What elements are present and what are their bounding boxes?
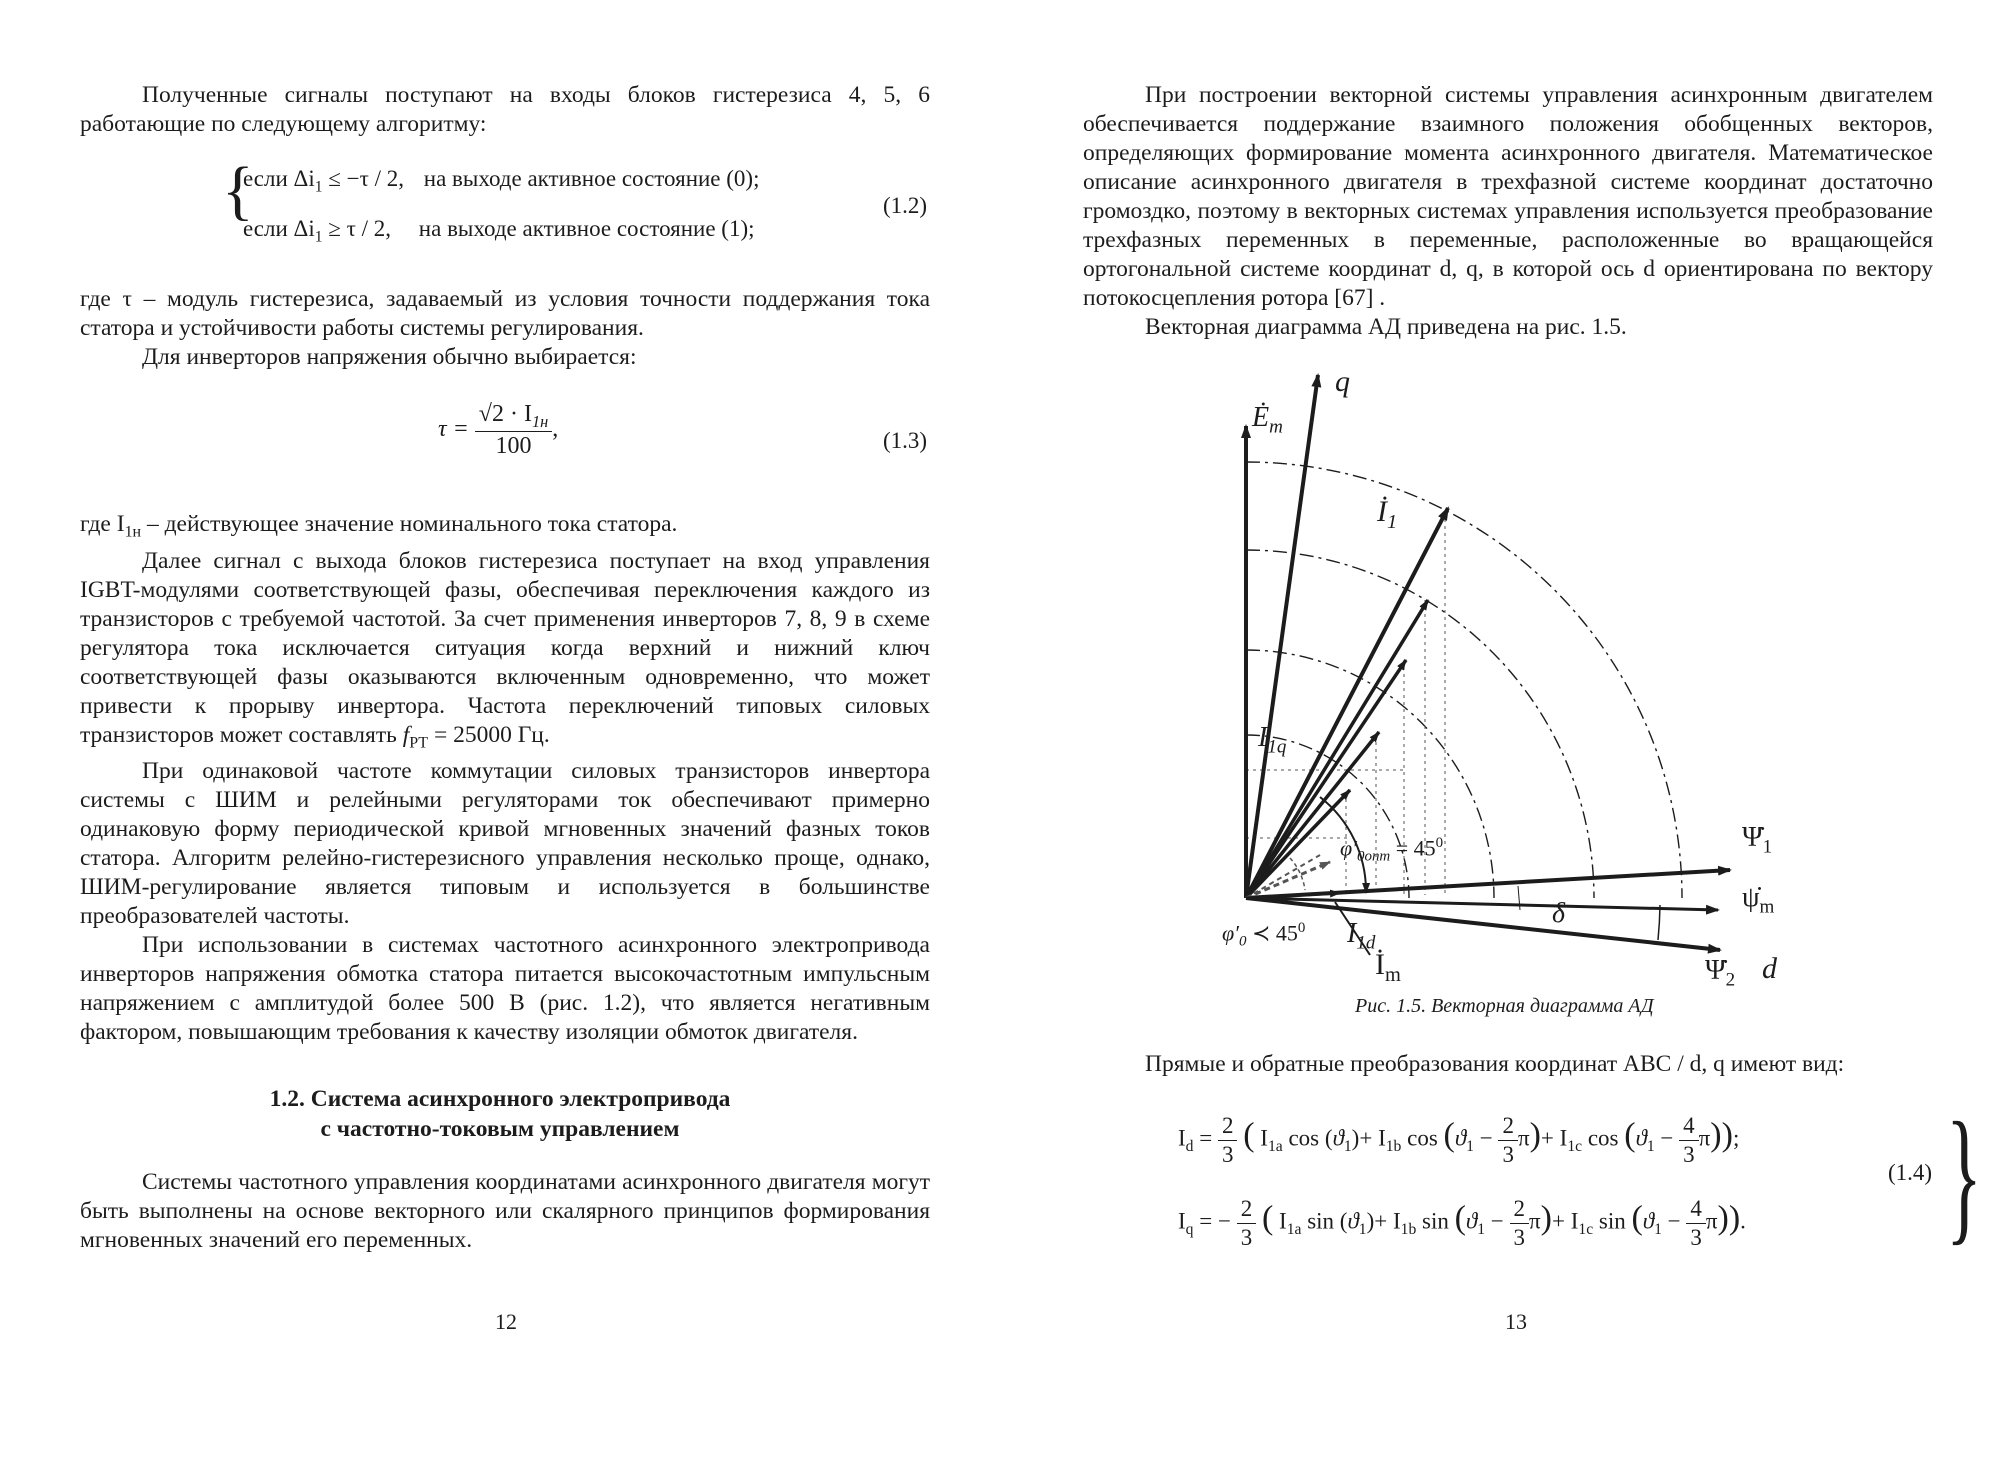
- figure-caption: Рис. 1.5. Векторная диаграмма АД: [1355, 995, 1654, 1017]
- current-vector: [1246, 790, 1350, 898]
- psi1-label: $\Psi̇_1$: [1742, 822, 1773, 858]
- left-brace: {: [222, 154, 254, 227]
- psi2-label: $\Psi̇_2$: [1705, 955, 1736, 991]
- i1d-label: $I_{1d}$: [1347, 918, 1376, 954]
- phi-opt-label: $\varphi'_{0опт} = 45^0$: [1340, 835, 1444, 865]
- eq14-line-id: $I_d$ = $\frac{2}{3}$ ( $I_{1a}$ $\cos (ϑ_1)+ I_{1b}$ $\cos (ϑ_1$ − $\frac{2}{3}$ $\pi)+ I_{1c}$ $\cos (ϑ_1$ − $\frac{4}{3}$ π));: [1178, 1113, 1740, 1167]
- paragraph-1: Полученные сигналы поступают на входы блоков гистерезиса 4, 5, 6 работающие по следующему алгоритму:: [80, 82, 930, 137]
- section-heading: 1.2. Система асинхронного электропривода с частотно-токовым управлением: [269, 1086, 731, 1142]
- paragraph-3: где $I_{1н}$ – действующее значение номинального тока статора. Далее сигнал с выхода блоков гистерезиса поступает на вход управления IGBT-модулями соответствующей фазы, обеспечивая переключения каждого из транзисторов с требуемой частотой. За счет применения инверторов 7, 8, 9 в схеме регулятора тока исключается ситуация когда верхний и нижний ключ соответствующей фазы оказываются включенным одновременно, что может привести к прорыву инвертора. Частота переключений типовых силовых транзисторов может составлять $f_{РТ} = 25000$ Гц. При одинаковой частоте коммутации силовых транзисторов инвертора системы с ШИМ и релейными регуляторами ток обеспечивают примерно одинаковую форму периодической кривой мгновенных значений фазных токов статора. Алгоритм релейно-гистерезисного управления несколько проще, однако, ШИМ-регулирование является типовым и используется в большинстве преобразователей частоты. При использовании в системах частотного асинхронного электропривода инверторов напряжения обмотка статора питается высокочастотным импульсным напряжением с амплитудой более 500 В (рис. 1.2), что является негативным фактором, повышающим требования к качеству изоляции обмоток двигателя.: [80, 511, 930, 1046]
- equation-number: (1.2): [883, 193, 928, 218]
- angle-arc-delta: [1658, 905, 1660, 940]
- eq12-line1: если $\Delta i_1 \le -\tau / 2$, на выходе активное состояние (0);: [243, 166, 760, 196]
- page-number: 13: [1505, 1309, 1527, 1334]
- i1-label: $İ_1$: [1377, 495, 1398, 533]
- paragraph-2: Прямые и обратные преобразования координат ABC / d, q имеют вид:: [1145, 1051, 1845, 1077]
- d-axis-label: d: [1762, 952, 1777, 985]
- phi0-label: $\varphi'_0$ ≺ $45^0$: [1222, 920, 1306, 950]
- q-axis-label: q: [1335, 365, 1350, 398]
- right-page: [1000, 0, 2000, 1462]
- eq13-formula: τ = $\frac{√2 \cdot I_{1н}}{100}$ ,: [438, 401, 559, 460]
- paragraph-2: где τ – модуль гистерезиса, задаваемый из условия точности поддержания тока статора и устойчивости работы системы регулирования. Для инверторов напряжения обычно выбирается:: [80, 286, 930, 370]
- em-label: $Ė_m$: [1252, 402, 1283, 438]
- eq12-line2: если $\Delta i_1 \ge \tau / 2$, на выходе активное состояние (1);: [243, 216, 755, 246]
- i1q-label: $I_{1q}$: [1258, 722, 1287, 758]
- equation-number: (1.3): [883, 428, 928, 453]
- page-number: 12: [495, 1309, 517, 1334]
- psim-label: $\psi̇_m$: [1742, 882, 1775, 918]
- im-label: $İ_m$: [1375, 948, 1401, 986]
- right-brace: }: [1946, 1092, 1982, 1258]
- paragraph-4: Системы частотного управления координатами асинхронного двигателя могут быть выполнены на основе векторного или скалярного принципов формирования мгновенных значений его переменных.: [80, 1169, 930, 1253]
- eq14-line-iq: $I_q$ = − $\frac{2}{3}$ ( $I_{1a}$ $\sin (ϑ_1)+ I_{1b}$ $\sin (ϑ_1$ − $\frac{2}{3}$ $\pi)+ I_{1c}$ $\sin (ϑ_1$ − $\frac{4}{3}$ π)).: [1178, 1196, 1746, 1250]
- paragraph-1: При построении векторной системы управления асинхронным двигателем обеспечивается поддержание взаимного положения обобщенных векторов, определяющих формирование момента асинхронного двигателя. Математическое описание асинхронного двигателя в трехфазной системе координат достаточно громоздко, поэтому в векторных системах управления используется преобразование трехфазных переменных в переменные, расположенные во вращающейся ортогональной системе координат d, q, в которой ось d ориентирована по вектору потокосцепления ротора [67] . Векторная диаграмма АД приведена на рис. 1.5.: [1083, 82, 1933, 340]
- equation-number: (1.4): [1888, 1160, 1933, 1185]
- d-axis: [1246, 898, 1720, 950]
- delta-label: δ: [1552, 898, 1566, 929]
